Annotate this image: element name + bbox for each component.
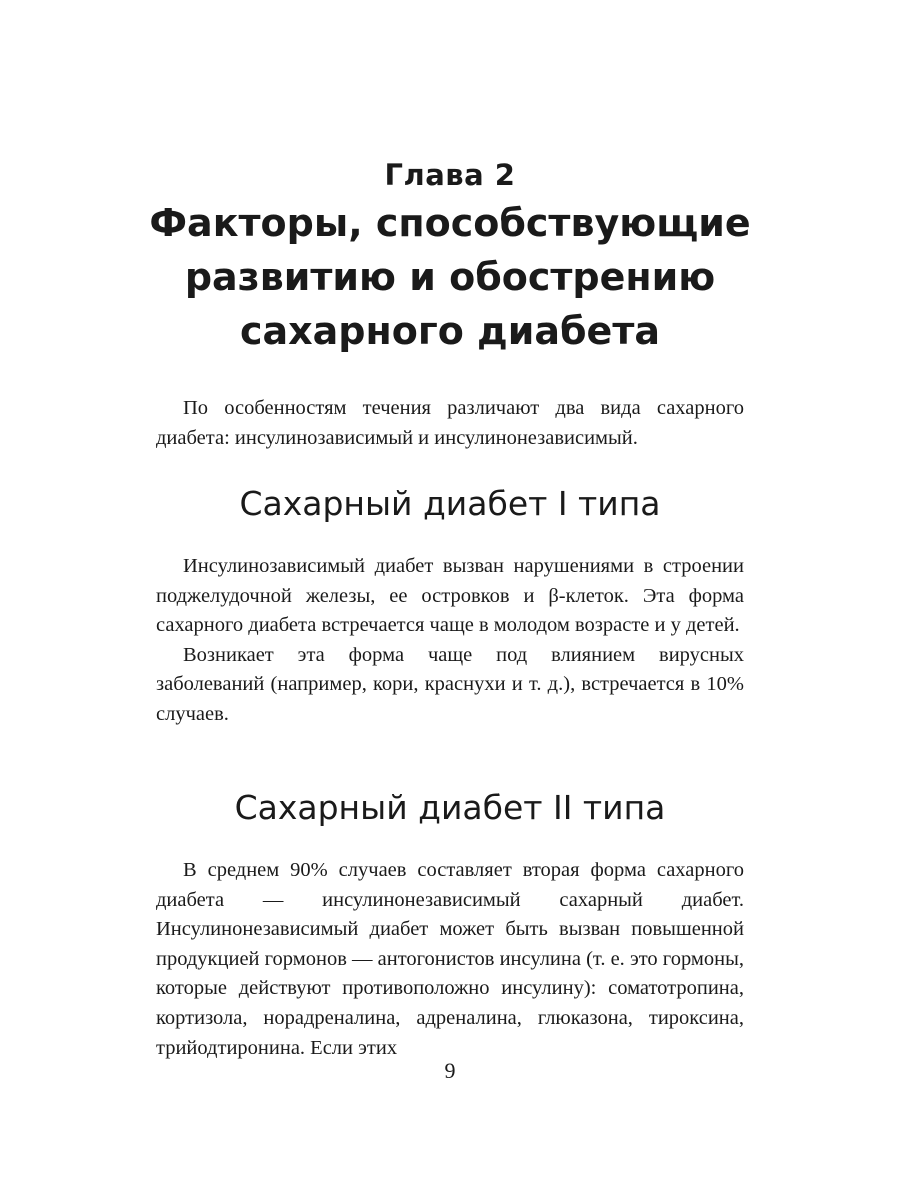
chapter-label: Глава 2: [384, 158, 516, 192]
paragraph: По особенностям течения различают два вида сахарного диабета: инсулинозависимый и инсулинонезависимый.: [156, 397, 744, 449]
section-type2-text: [156, 856, 744, 1063]
paragraph: В среднем 90% случаев составляет вторая форма сахарного диабета — инсулинонезависимый сахарный диабет. Инсулинонезависимый диабет может быть вызван повышенной продукцией гормонов — антогонистов инсулина (т. е. это гормоны, которые действуют противоположно инсулину): соматотропина, кортизола, норадреналина, адреналина, глюказона, тироксина, трийодтиронина. Если этих: [156, 859, 744, 1059]
paragraph: Возникает эта форма чаще под влиянием вирусных заболеваний (например, кори, краснухи и т. д.), встречается в 10% случаев.: [156, 643, 744, 725]
chapter-title: Факторы, способствующие развитию и обострению сахарного диабета: [149, 201, 751, 353]
paragraph: Инсулинозависимый диабет вызван нарушениями в строении поджелудочной железы, ее островков и β-клеток. Эта форма сахарного диабета встречается чаще в молодом возрасте и у детей.: [156, 555, 744, 637]
intro-text: [156, 394, 744, 453]
page-number: 9: [444, 1058, 456, 1083]
section-type1-text: [156, 552, 744, 730]
section-heading-type1: Сахарный диабет I типа: [239, 484, 661, 523]
section-heading-type2: Сахарный диабет II типа: [234, 788, 666, 827]
